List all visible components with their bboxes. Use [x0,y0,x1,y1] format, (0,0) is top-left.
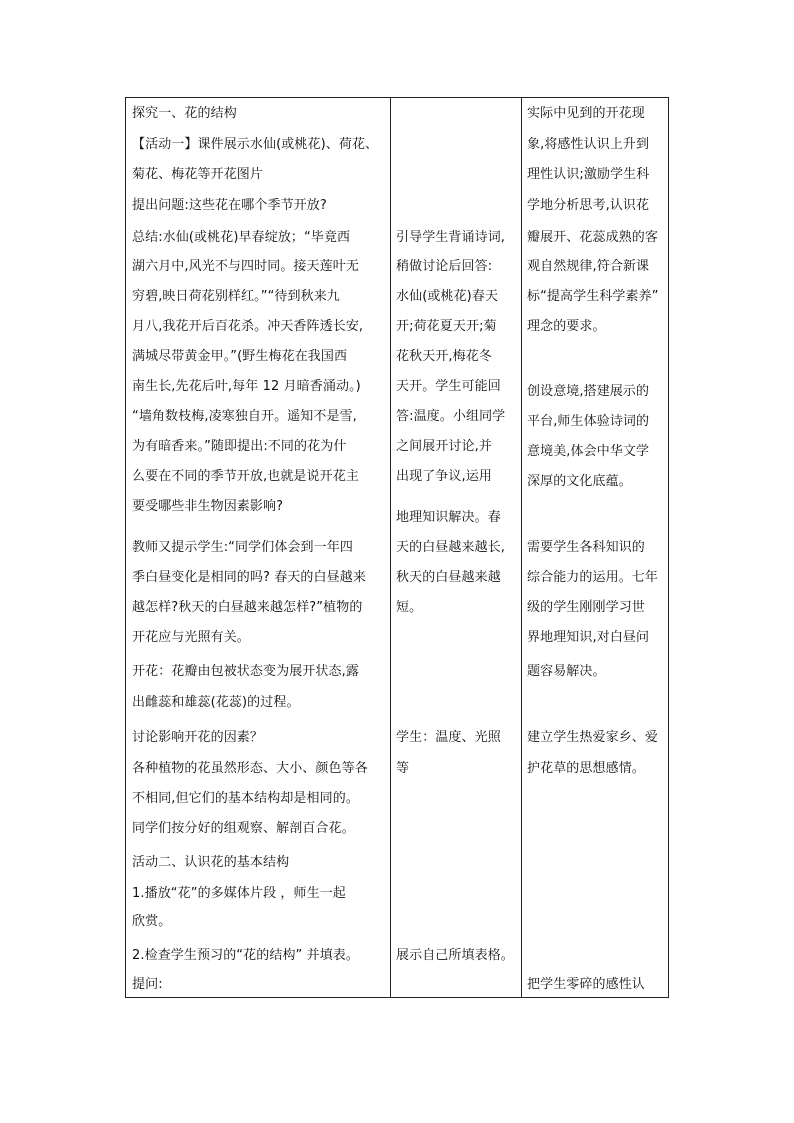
text-line: 出现了争议,运用 [396,469,492,484]
text-line: 平台,师生体验诗词的 [527,414,650,429]
text-line: 标“提高学生科学素养” [527,289,659,304]
text-line: 要受哪些非生物因素影响? [132,499,284,514]
text-line: 天的白昼越来越长, [396,540,506,555]
text-line: 之间展开讨论,并 [396,439,492,454]
text-line: 观自然规律,符合新课 [527,259,650,274]
text-line: 湖六月中,风光不与四时同。接天莲叶无 [132,259,359,274]
text-line: 南生长,先花后叶,每年 12 月暗香涌动。) [132,379,361,394]
lesson-plan-table [125,97,669,998]
text-line: 题容易解决。 [527,664,606,679]
text-line: 【活动一】课件展示水仙(或桃花)、荷花、 [132,137,379,152]
text-line: 欣赏。 [132,914,172,929]
teacher-activity-column [132,98,392,997]
text-line: 秋天的白昼越来越 [396,570,501,585]
student-activity-column [396,98,524,997]
text-line: 季白昼变化是相同的吗? 春天的白昼越来 [132,570,366,585]
text-line: 展示自己所填表格。 [396,948,514,963]
text-line: 学生：温度、光照 [396,730,501,745]
text-line: 教师又提示学生:“同学们体会到一年四 [132,540,353,555]
text-line: 活动二、认识花的基本结构 [132,855,290,870]
text-line: 把学生零碎的感性认 [527,977,645,992]
text-line: 创设意境,搭建展示的 [527,384,650,399]
text-line: 实际中见到的开花现 [527,106,645,121]
text-line: 总结:水仙(或桃花)早春绽放；“毕竟西 [132,230,351,245]
text-line: 开花：花瓣由包被状态变为展开状态,露 [132,664,359,679]
text-line: “墙角数枝梅,凌寒独自开。遥知不是雪, [132,409,357,424]
text-line: 地理知识解决。春 [396,510,501,525]
text-line: 越怎样?秋天的白昼越来越怎样?”植物的 [132,600,363,615]
text-line: 探究一、花的结构 [132,106,237,121]
text-line: 综合能力的运用。七年 [527,570,659,585]
text-line: 理念的要求。 [527,319,606,334]
text-line: 建立学生热爱家乡、爱 [527,730,659,745]
text-line: 月八,我花开后百花杀。冲天香阵透长安, [132,319,364,334]
text-line: 短。 [396,600,423,615]
text-line: 护花草的思想感情。 [527,761,645,776]
text-line: 级的学生刚刚学习世 [527,600,645,615]
design-intent-column [527,98,667,997]
text-line: 同学们按分好的组观察、解剖百合花。 [132,821,355,836]
text-line: 界地理知识,对白昼问 [527,630,650,645]
text-line: 理性认识;激励学生科 [527,167,650,182]
text-line: 深厚的文化底蕴。 [527,474,632,489]
text-line: 稍做讨论后回答: [396,259,493,274]
text-line: 提问: [132,977,163,992]
text-line: 意境美,体会中华文学 [527,444,650,459]
text-line: 象,将感性认识上升到 [527,137,650,152]
text-line: 么要在不同的季节开放,也就是说开花主 [132,469,359,484]
text-line: 花秋天开,梅花冬 [396,349,492,364]
text-line: 不相同,但它们的基本结构却是相同的。 [132,791,359,806]
text-line: 需要学生各科知识的 [527,540,645,555]
text-line: 菊花、梅花等开花图片 [132,167,264,182]
text-line: 水仙(或桃花)春天 [396,289,499,304]
text-line: 答:温度。小组同学 [396,409,506,424]
text-line: 为有暗香来。”随即提出:不同的花为什 [132,439,347,454]
text-line: 等 [396,761,410,776]
text-line: 2.检查学生预习的“花的结构” 并填表。 [132,948,360,963]
text-line: 引导学生背诵诗词, [396,230,506,245]
text-line: 开花应与光照有关。 [132,630,250,645]
text-line: 穷碧,映日荷花别样红。”“待到秋来九 [132,289,340,304]
text-line: 天开。学生可能回 [396,379,501,394]
text-line: 学地分析思考,认识花 [527,198,650,213]
text-line: 出雌蕊和雄蕊(花蕊)的过程。 [132,695,300,710]
text-line: 瓣展开、花蕊成熟的客 [527,230,659,245]
text-line: 提出问题:这些花在哪个季节开放? [132,198,327,213]
text-line: 满城尽带黄金甲。”(野生梅花在我国西 [132,349,348,364]
text-line: 开;荷花夏天开;菊 [396,319,497,334]
text-line: 讨论影响开花的因素？ [132,730,264,745]
text-line: 各种植物的花虽然形态、大小、颜色等各 [132,761,368,776]
text-line: 1.播放“花”的多媒体片段 ，师生一起 [132,886,346,901]
